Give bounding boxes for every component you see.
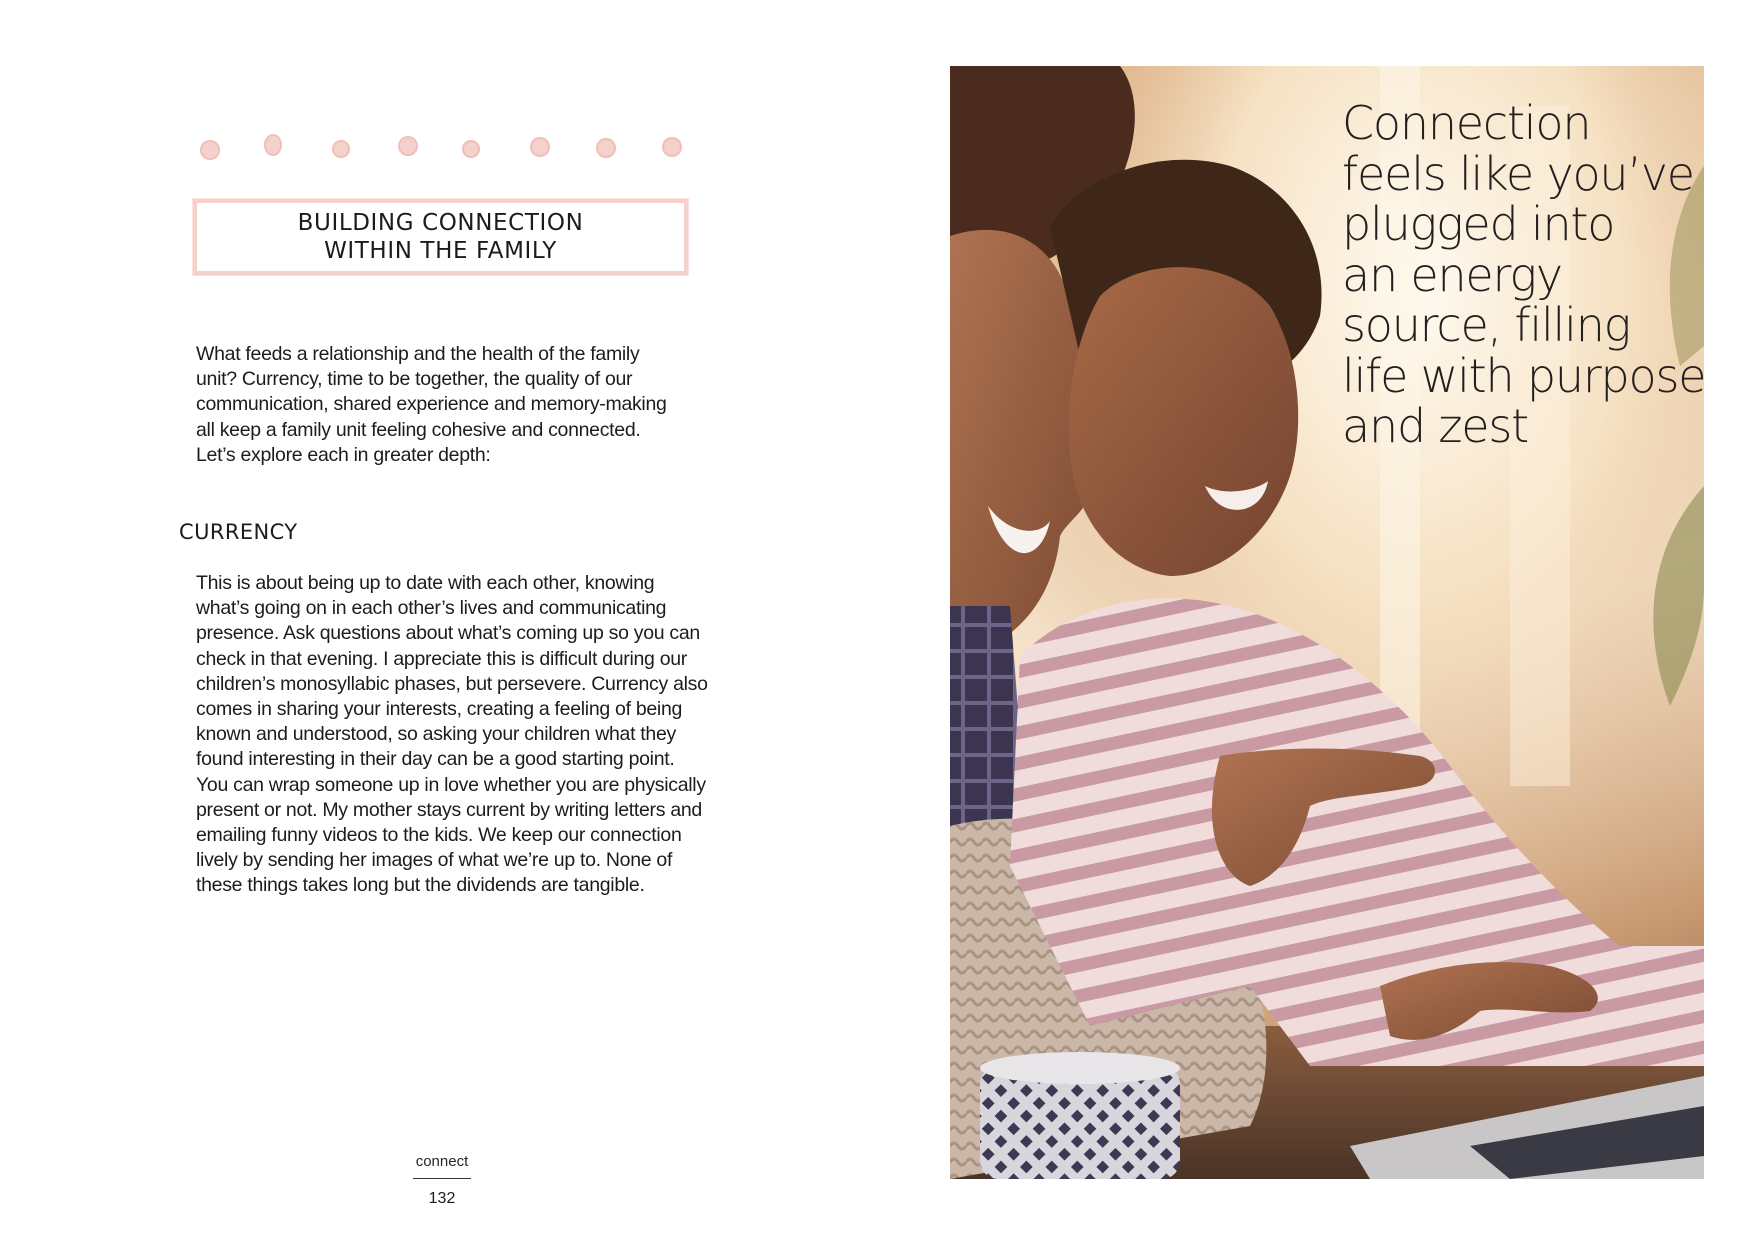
page-folio bbox=[412, 1152, 472, 1209]
pull-quote-line: plugged into bbox=[1342, 197, 1615, 251]
page-number: 132 bbox=[428, 1190, 456, 1207]
currency-line: lively by sending her images of what we’re up to. None of bbox=[196, 849, 673, 872]
pull-quote-line: an energy bbox=[1342, 247, 1562, 302]
intro-line: Let’s explore each in greater depth: bbox=[196, 443, 491, 466]
chapter-title-box bbox=[193, 199, 688, 275]
decorative-dot bbox=[662, 137, 682, 157]
pull-quote-line: Connection bbox=[1342, 96, 1591, 150]
currency-line: emailing funny videos to the kids. We keep our connection bbox=[196, 824, 682, 847]
running-head: connect bbox=[415, 1153, 469, 1170]
currency-line: known and understood, so asking your children what they bbox=[196, 723, 676, 746]
pull-quote bbox=[1342, 96, 1706, 453]
chapter-title-line-1: BUILDING CONNECTION bbox=[297, 210, 584, 236]
pull-quote-line: feels like you’ve bbox=[1342, 146, 1694, 201]
decorative-dot bbox=[332, 140, 350, 158]
pull-quote-line: source, filling bbox=[1342, 298, 1631, 352]
pull-quote-line: life with purpose bbox=[1342, 348, 1706, 403]
currency-line: check in that evening. I appreciate this is difficult during our bbox=[196, 647, 687, 670]
decorative-dot bbox=[596, 138, 616, 158]
decorative-dot bbox=[264, 134, 282, 156]
intro-line: communication, shared experience and memory-making bbox=[196, 393, 667, 416]
section-heading-currency: CURRENCY bbox=[179, 520, 298, 544]
currency-line: what’s going on in each other’s lives and communicating bbox=[196, 597, 667, 620]
currency-line: children’s monosyllabic phases, but persevere. Currency also bbox=[196, 672, 708, 695]
currency-line: present or not. My mother stays current by writing letters and bbox=[196, 798, 702, 821]
intro-line: all keep a family unit feeling cohesive and connected. bbox=[196, 418, 641, 441]
decorative-dot bbox=[530, 137, 550, 157]
currency-paragraph bbox=[196, 571, 726, 899]
intro-line: What feeds a relationship and the health of the family bbox=[196, 343, 640, 365]
currency-line: these things takes long but the dividends are tangible. bbox=[196, 874, 645, 897]
currency-line: This is about being up to date with each other, knowing bbox=[196, 572, 655, 594]
currency-line: found interesting in their day can be a good starting point. bbox=[196, 748, 675, 771]
intro-paragraph bbox=[196, 342, 716, 468]
intro-line: unit? Currency, time to be together, the quality of our bbox=[196, 368, 633, 391]
decorative-dot bbox=[200, 140, 220, 160]
decorative-dot bbox=[398, 136, 418, 156]
currency-line: You can wrap someone up in love whether you are physically bbox=[196, 773, 706, 796]
chapter-title-line-2: WITHIN THE FAMILY bbox=[324, 238, 557, 264]
currency-line: presence. Ask questions about what’s coming up so you can bbox=[196, 622, 700, 645]
currency-line: comes in sharing your interests, creating a feeling of being bbox=[196, 698, 683, 721]
pull-quote-line: and zest bbox=[1342, 399, 1529, 453]
folio-divider bbox=[413, 1178, 471, 1179]
decorative-dot bbox=[462, 140, 480, 158]
decorative-dot-row bbox=[200, 132, 692, 162]
